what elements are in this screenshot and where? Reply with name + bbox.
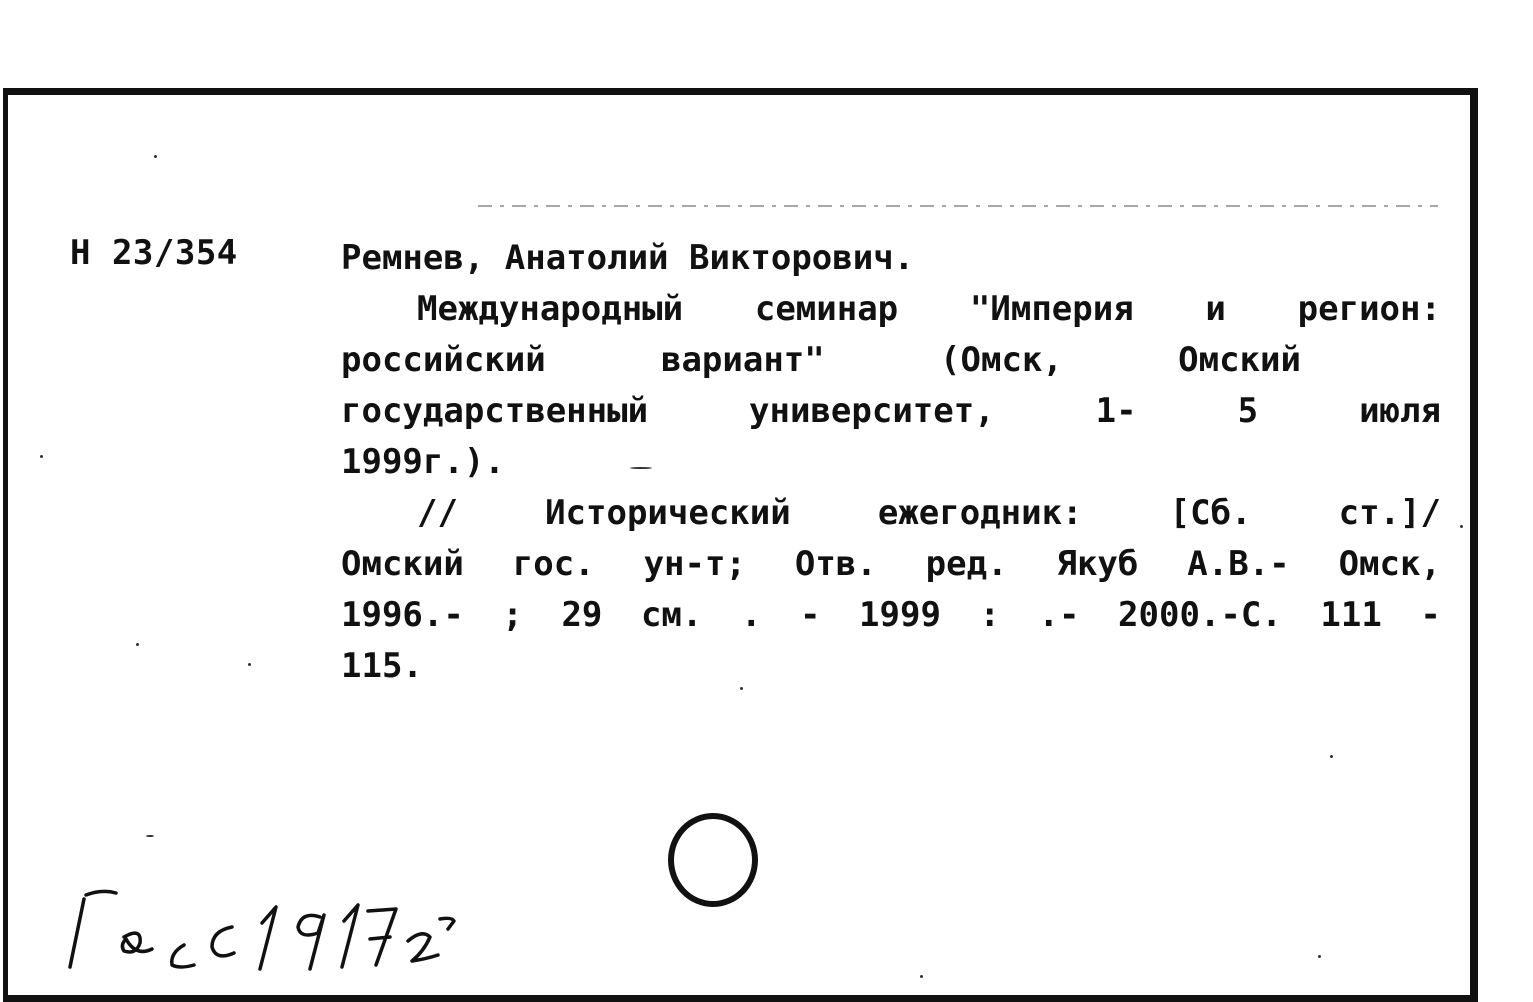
speck	[154, 155, 157, 158]
speck	[740, 687, 743, 690]
card-punch-hole	[668, 813, 758, 907]
speck	[1330, 755, 1333, 758]
catalog-card	[3, 88, 1478, 1002]
source-line-3: 1996.- ; 29 см. . - 1999 : .- 2000.-С. 111 -	[341, 595, 1441, 635]
source-line-4: 115.	[341, 646, 423, 686]
title-line-1: Международный семинар "Империя и регион:	[417, 289, 1441, 329]
speck	[146, 835, 154, 837]
speck	[40, 455, 43, 458]
speck	[136, 643, 139, 646]
source-line-2: Омский гос. ун-т; Отв. ред. Якуб А.В.- Омск,	[341, 544, 1441, 584]
shelfmark: Н 23/354	[70, 233, 238, 273]
faint-dashed-line	[478, 205, 1438, 207]
title-line-3: государственный университет, 1- 5 июля	[341, 391, 1441, 431]
title-line-4: 1999г.).	[341, 442, 505, 482]
speck	[630, 467, 652, 469]
handwritten-note	[62, 885, 522, 975]
source-line-1: // Исторический ежегодник: [Сб. ст.]/	[417, 493, 1441, 533]
speck	[248, 663, 251, 666]
author-heading: Ремнев, Анатолий Викторович.	[341, 238, 915, 278]
speck	[1460, 525, 1463, 528]
title-line-2: российский вариант" (Омск, Омский	[341, 340, 1301, 380]
speck	[1318, 955, 1321, 958]
bibliographic-entry	[341, 233, 1441, 692]
speck	[920, 975, 923, 978]
